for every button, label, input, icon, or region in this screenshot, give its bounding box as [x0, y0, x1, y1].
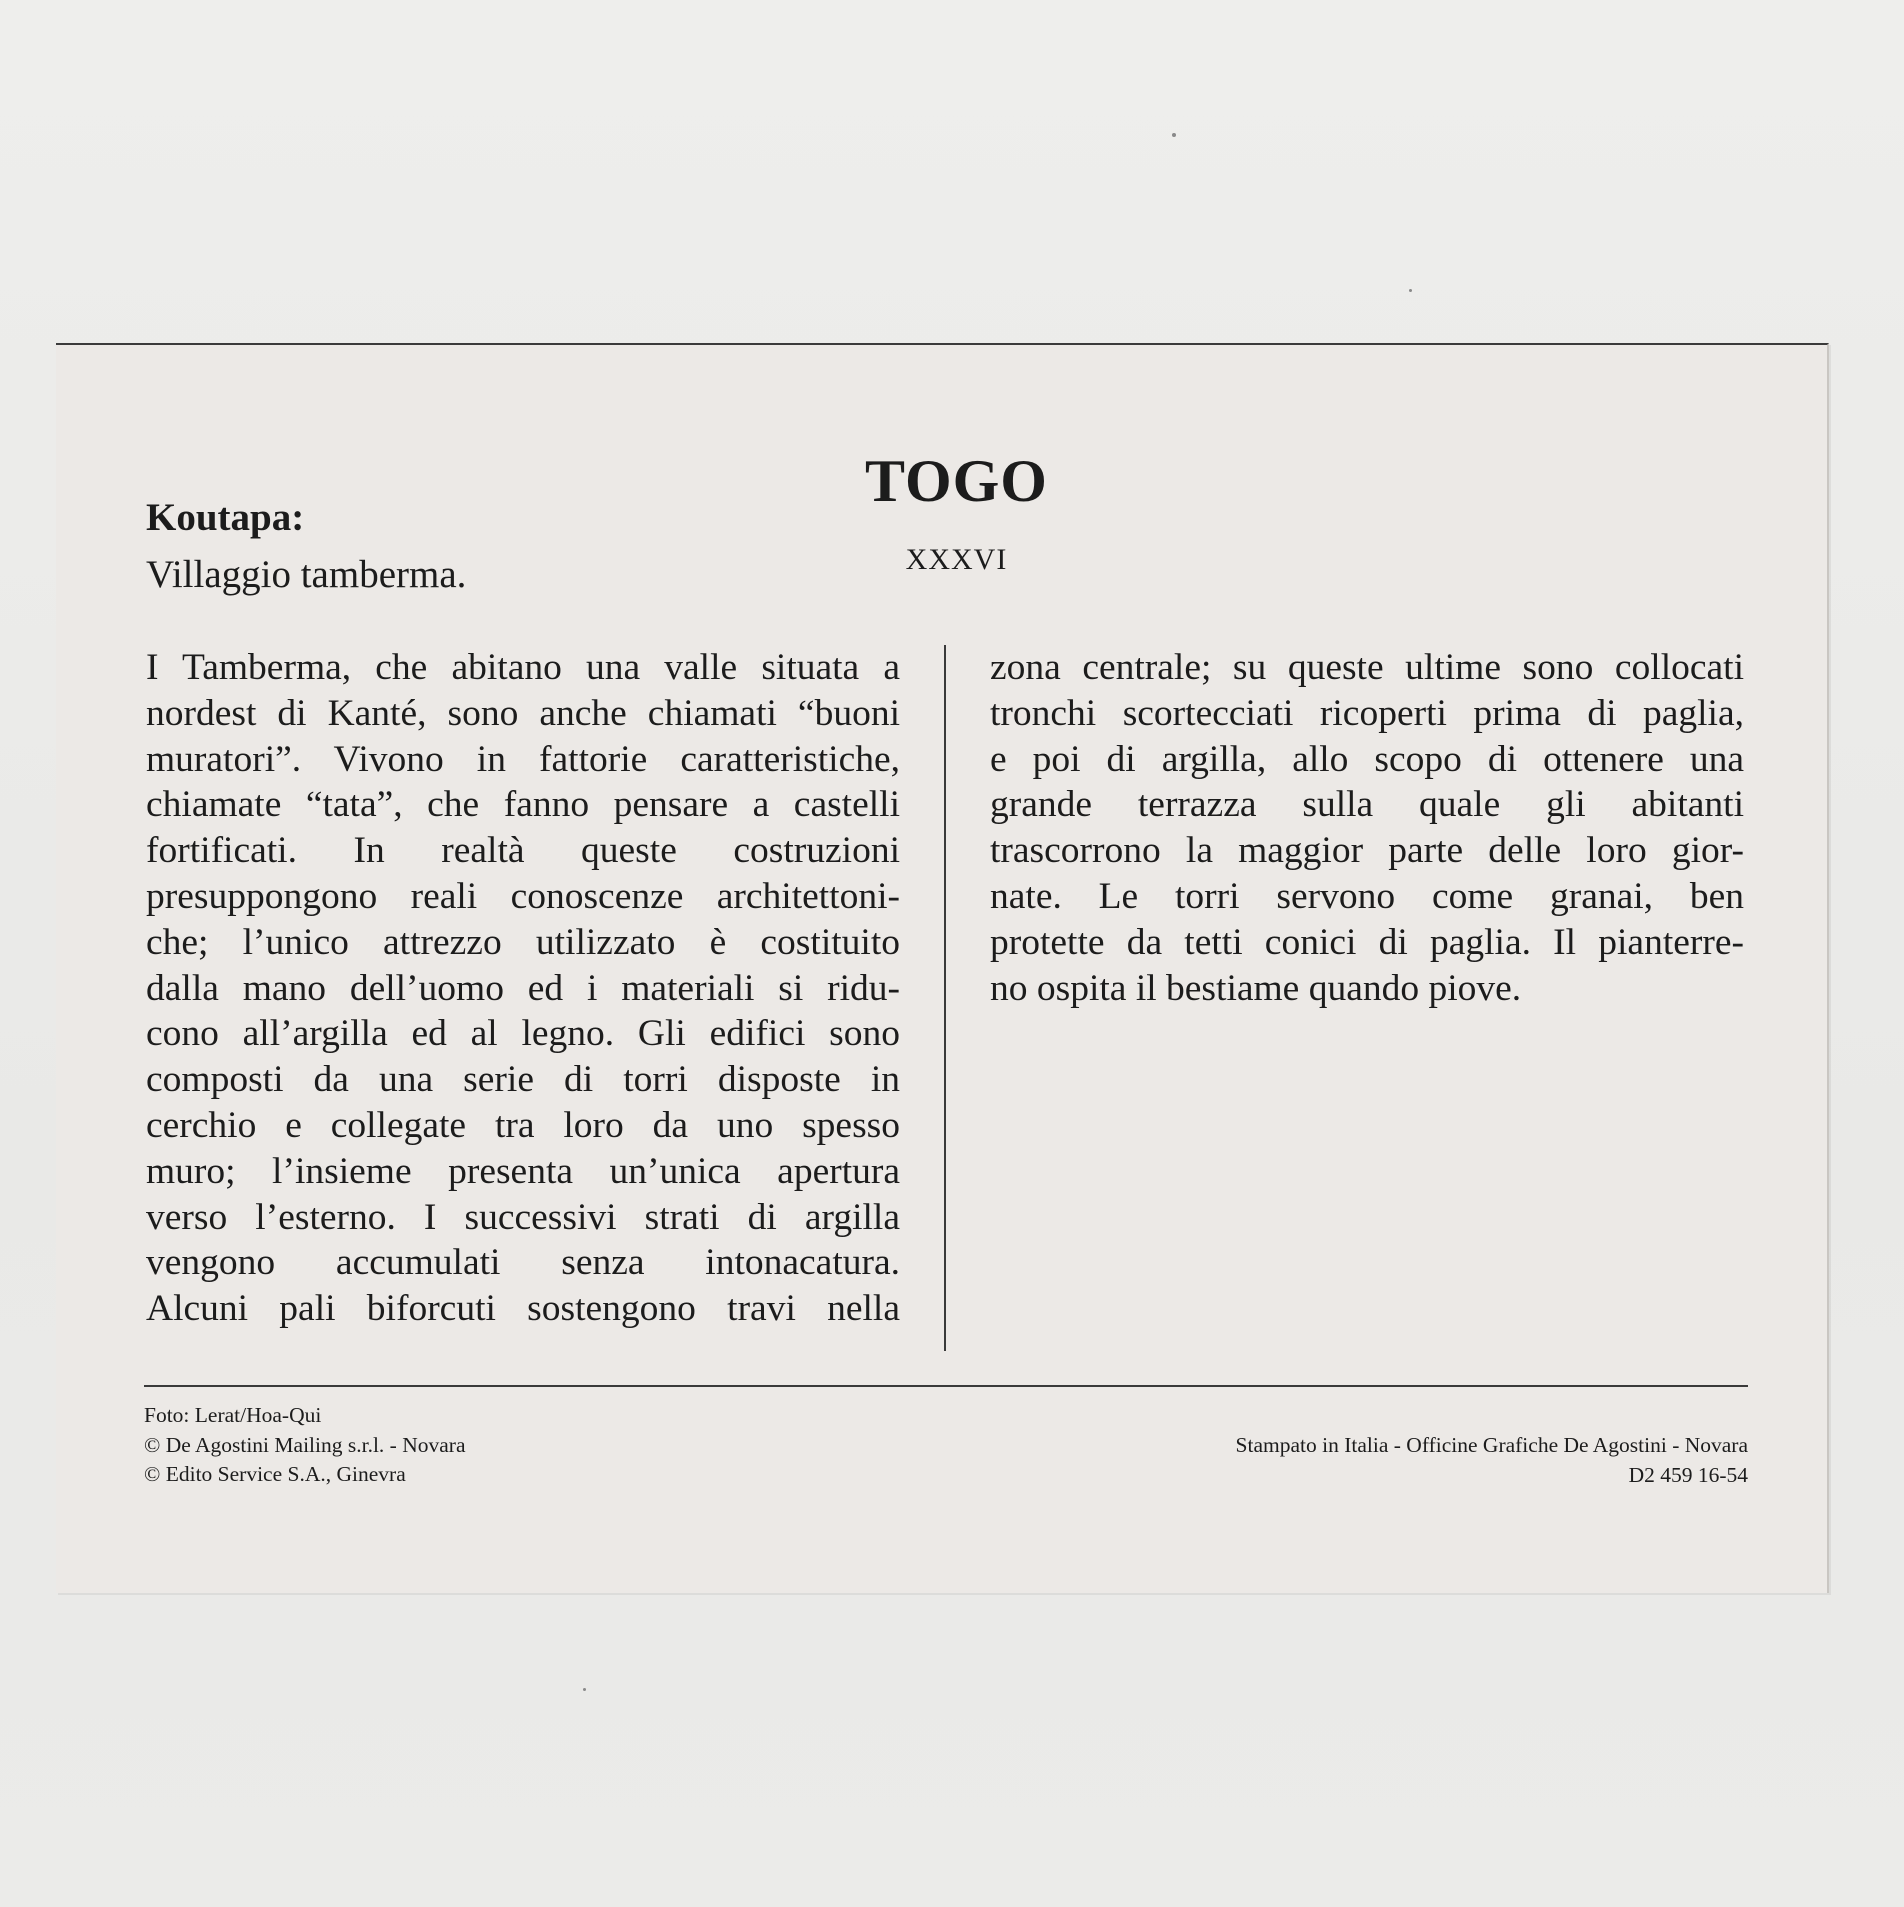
text-line: I Tamberma, che abitano una valle situata a: [146, 647, 900, 688]
text-line: grande terrazza sulla quale gli abitanti: [990, 784, 1744, 826]
dust-speck: [1409, 289, 1412, 292]
text-line: fortificati. In realtà queste costruzioni: [146, 830, 900, 872]
text-line: Alcuni pali biforcuti sostengono travi nella: [146, 1288, 900, 1330]
text-column-left: [146, 645, 900, 1332]
text-line: composti da una serie di torri disposte in: [146, 1059, 900, 1101]
text-line: protette da tetti conici di paglia. Il pianterre-: [990, 921, 1744, 963]
dust-speck: [583, 1688, 586, 1691]
dust-speck: [1172, 133, 1176, 137]
footer-rule: [144, 1385, 1748, 1387]
text-line: cono all’argilla ed al legno. Gli edifici sono: [146, 1013, 900, 1055]
credit-line: © Edito Service S.A., Ginevra: [144, 1462, 406, 1486]
text-line: trascorrono la maggior parte delle loro gior-: [990, 830, 1744, 872]
text-line: e poi di argilla, allo scopo di ottenere una: [990, 738, 1744, 780]
text-line: dalla mano dell’uomo ed i materiali si ridu-: [146, 967, 900, 1009]
printer-line: Stampato in Italia - Officine Grafiche De Agostini - Novara: [1235, 1433, 1748, 1457]
photo-credits: [144, 1401, 465, 1490]
printer-info: [1236, 1431, 1748, 1490]
card-title: TOGO: [865, 448, 1048, 514]
text-line: tronchi scortecciati ricoperti prima di paglia,: [990, 692, 1744, 734]
text-line: vengono accumulati senza intonacatura.: [146, 1242, 900, 1284]
product-code: D2 459 16-54: [1628, 1462, 1748, 1487]
text-line: verso l’esterno. I successivi strati di argilla: [146, 1196, 900, 1238]
text-line: zona centrale; su queste ultime sono collocati: [990, 647, 1744, 688]
column-divider: [944, 645, 946, 1351]
text-line: che; l’unico attrezzo utilizzato è costituito: [146, 921, 900, 963]
text-line: muratori”. Vivono in fattorie caratteristiche,: [146, 738, 900, 780]
card-numeral: XXXVI: [905, 543, 1008, 576]
place-subtitle: Villaggio tamberma.: [146, 553, 467, 596]
place-name: Koutapa:: [146, 496, 305, 539]
text-line: chiamate “tata”, che fanno pensare a castelli: [146, 784, 900, 826]
text-line: no ospita il bestiame quando piove.: [990, 967, 1522, 1009]
text-line: nate. Le torri servono come granai, ben: [990, 875, 1744, 917]
credit-line: Foto: Lerat/Hoa-Qui: [144, 1403, 322, 1427]
text-line: muro; l’insieme presenta un’unica apertura: [146, 1150, 900, 1192]
text-line: nordest di Kanté, sono anche chiamati “buoni: [146, 692, 900, 734]
postcard-back: [56, 343, 1829, 1593]
text-column-right: [990, 645, 1744, 1011]
text-line: presuppongono reali conoscenze architettoni-: [146, 875, 900, 917]
credit-line: © De Agostini Mailing s.r.l. - Novara: [144, 1432, 466, 1457]
text-line: cerchio e collegate tra loro da uno spesso: [146, 1104, 900, 1146]
